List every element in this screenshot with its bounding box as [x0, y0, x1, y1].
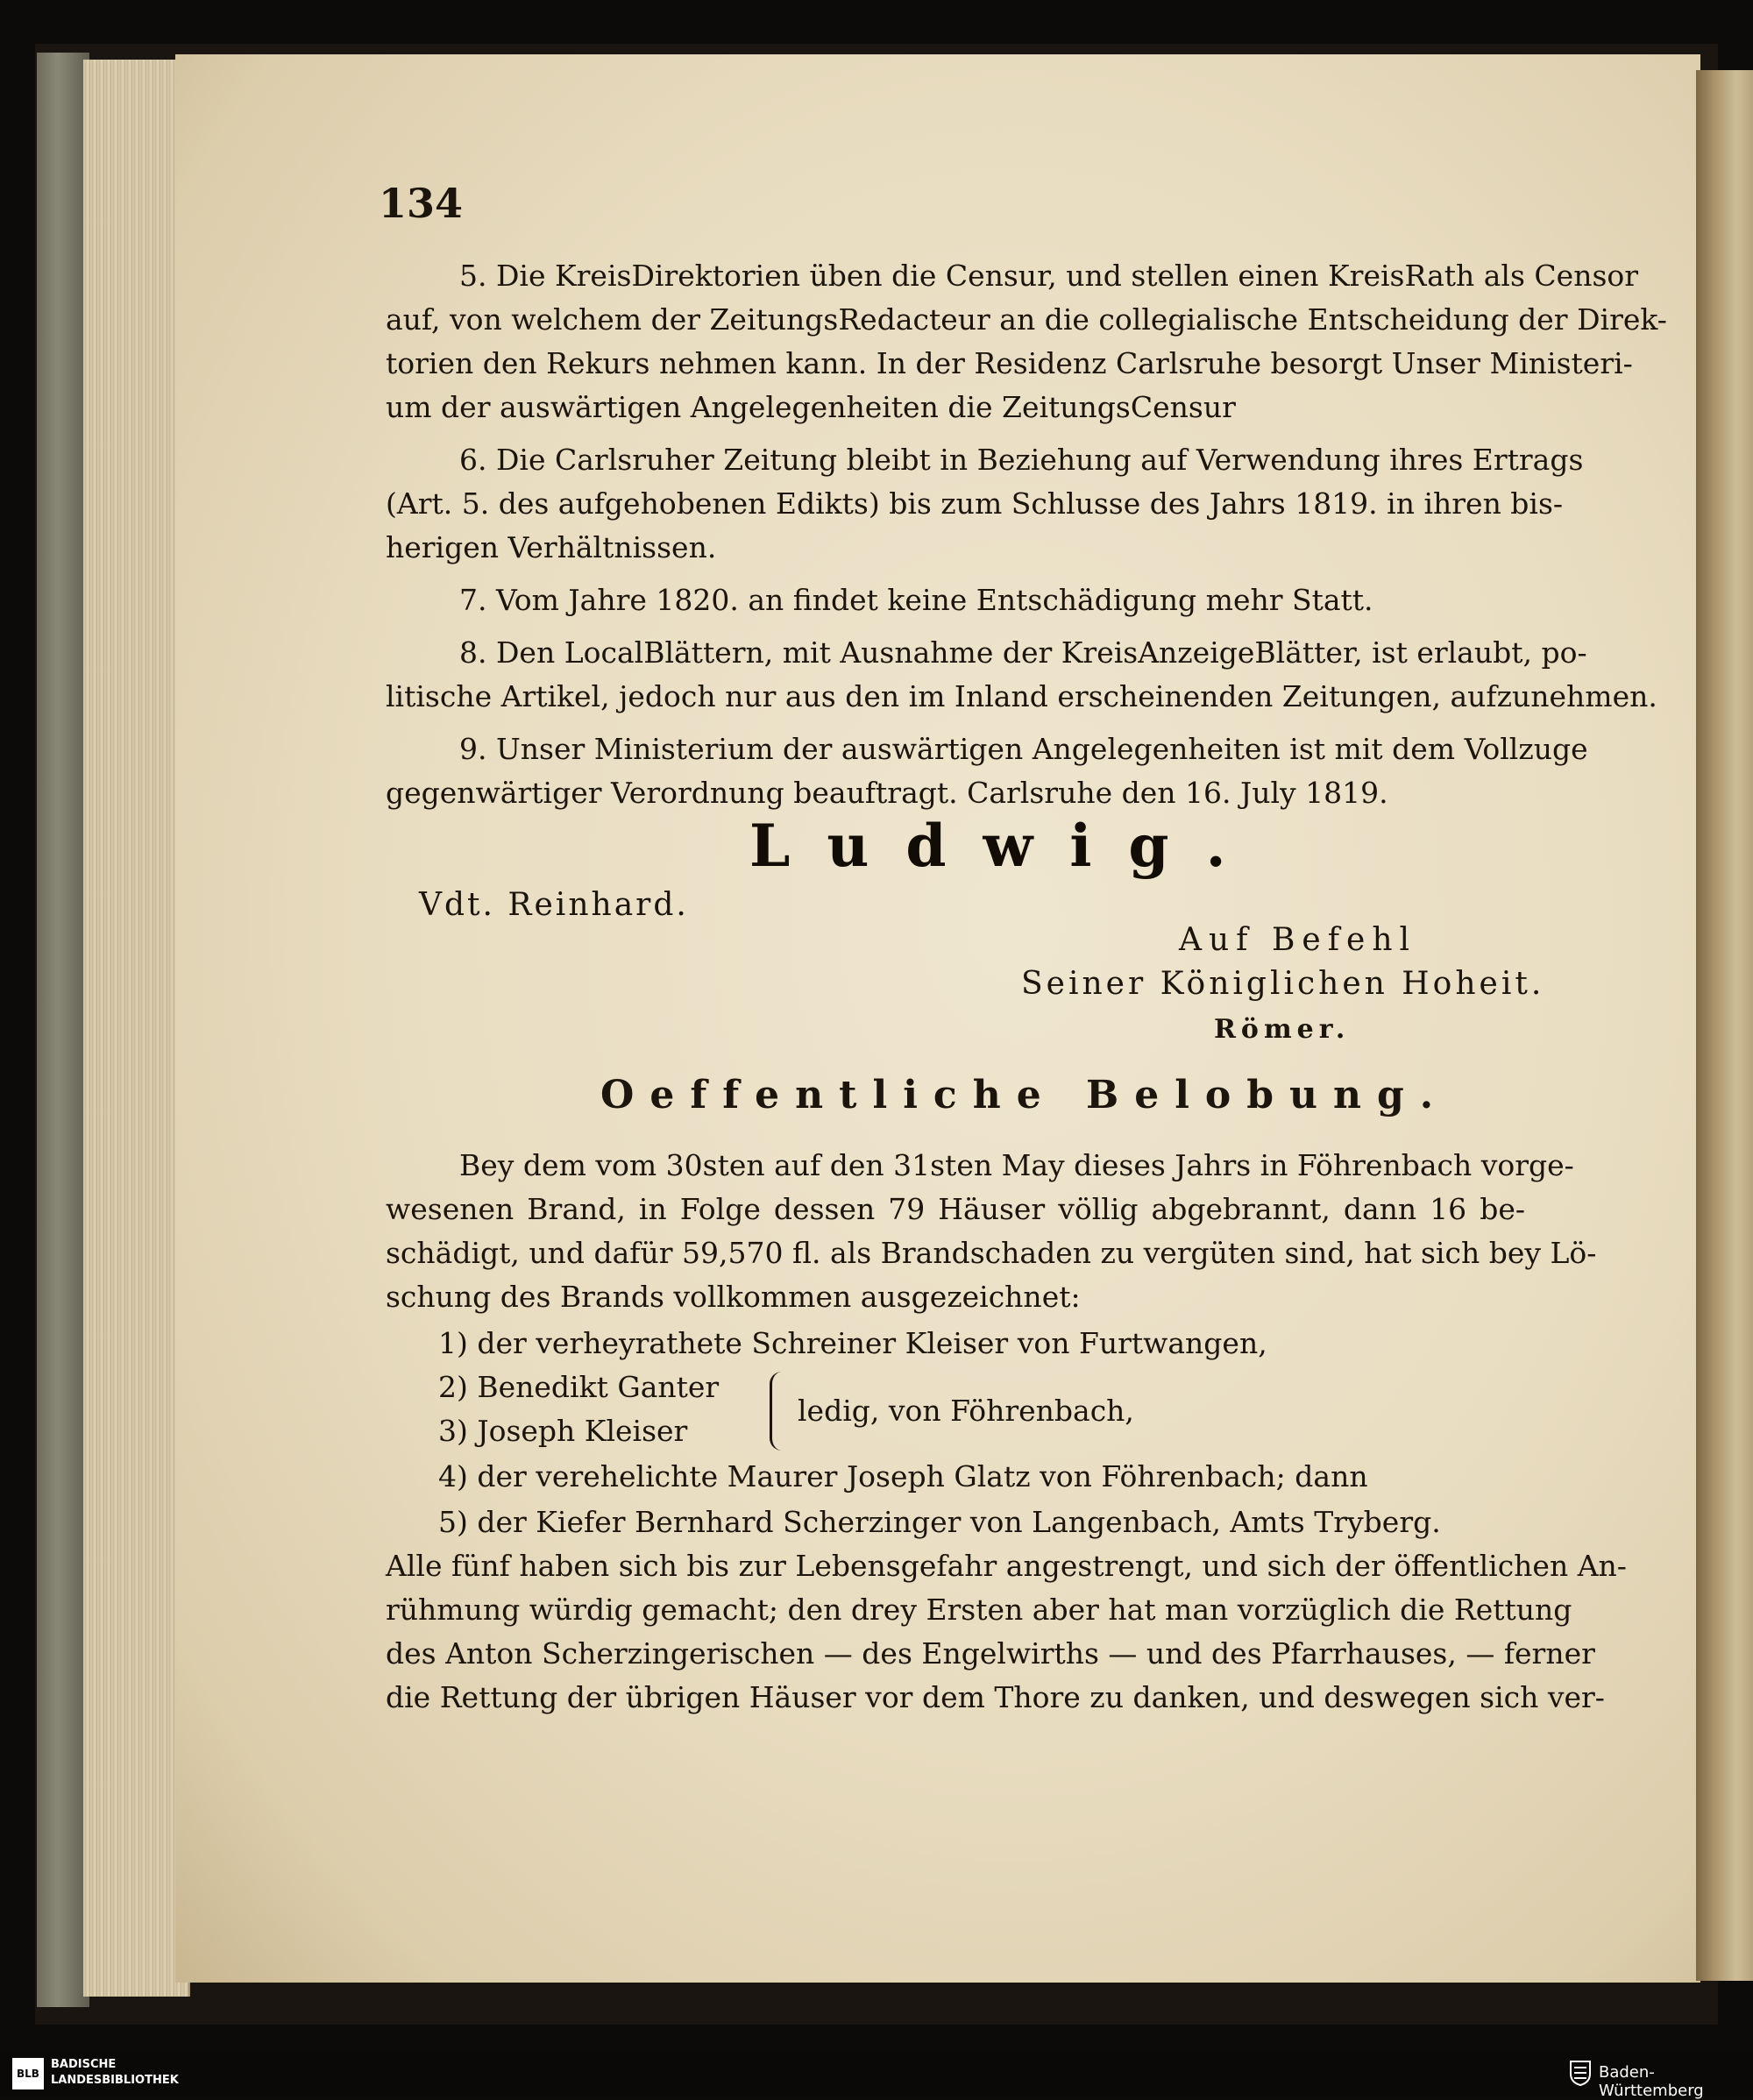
section-heading: Oeffentliche Belobung.: [600, 1073, 1450, 1117]
order-line-1: Auf Befehl: [1179, 922, 1417, 958]
brace-note: ledig, von Föhrenbach,: [798, 1394, 1134, 1428]
page-number: 134: [379, 180, 464, 227]
text-line: Alle fünf haben sich bis zur Lebensgefahr angestrengt, und sich der öffentlichen An-: [386, 1549, 1627, 1583]
list-item: 1) der verheyrathete Schreiner Kleiser von Furtwangen,: [438, 1326, 1267, 1360]
paragraph-5: [386, 254, 1667, 429]
text-line: 9. Unser Ministerium der auswärtigen Angelegenheiten ist mit dem Vollzuge: [459, 732, 1588, 766]
library-logo: BLB: [12, 2058, 44, 2089]
text-line: herigen Verhältnissen.: [386, 530, 717, 564]
text-line: 8. Den LocalBlättern, mit Ausnahme der KreisAnzeigeBlätter, ist erlaubt, po-: [459, 635, 1587, 670]
paragraph-6: [386, 438, 1584, 570]
countersignature: Vdt. Reinhard.: [419, 887, 689, 923]
text-line: (Art. 5. des aufgehobenen Edikts) bis zum Schlusse des Jahrs 1819. in ihren bis-: [386, 486, 1564, 521]
text-line: rühmung würdig gemacht; den drey Ersten aber hat man vorzüglich die Rettung: [386, 1593, 1572, 1627]
text-line: wesenen Brand, in Folge dessen 79 Häuser völlig abgebrannt, dann 16 be-: [386, 1192, 1525, 1226]
state-name: Baden-Württemberg: [1599, 2063, 1704, 2100]
text-line: auf, von welchem der ZeitungsRedacteur an die collegialische Entscheidung der Direk-: [386, 302, 1667, 337]
belobung-intro: [386, 1144, 1597, 1319]
text-line: torien den Rekurs nehmen kann. In der Residenz Carlsruhe besorgt Unser Ministeri-: [386, 346, 1633, 380]
text-line: schung des Brands vollkommen ausgezeichnet:: [386, 1280, 1081, 1314]
brace-icon: [770, 1372, 786, 1451]
footer-bar: [0, 2051, 1753, 2096]
coat-of-arms-icon: [1569, 2060, 1592, 2086]
closing-paragraph: [386, 1544, 1627, 1720]
text-line: 6. Die Carlsruher Zeitung bleibt in Beziehung auf Verwendung ihres Ertrags: [459, 443, 1584, 477]
order-line-2: Seiner Königlichen Hoheit.: [1021, 966, 1545, 1002]
text-line: 7. Vom Jahre 1820. an findet keine Entschädigung mehr Statt.: [459, 583, 1373, 617]
secretary-name: Römer.: [1214, 1014, 1351, 1045]
list-item: 5) der Kiefer Bernhard Scherzinger von Langenbach, Amts Tryberg.: [438, 1505, 1441, 1539]
text-line: Bey dem vom 30sten auf den 31sten May dieses Jahrs in Föhrenbach vorge-: [459, 1148, 1574, 1182]
library-name-line-1: BADISCHE: [51, 2058, 117, 2071]
list-item: 4) der verehelichte Maurer Joseph Glatz von Föhrenbach; dann: [438, 1459, 1368, 1493]
page-edges: [83, 60, 190, 1997]
text-line: um der auswärtigen Angelegenheiten die ZeitungsCensur: [386, 390, 1236, 424]
text-line: die Rettung der übrigen Häuser vor dem Thore zu danken, und deswegen sich ver-: [386, 1680, 1605, 1714]
text-line: gegenwärtiger Verordnung beauftragt. Carlsruhe den 16. July 1819.: [386, 776, 1388, 810]
text-line: des Anton Scherzingerischen — des Engelwirths — und des Pfarrhauses, — ferner: [386, 1636, 1595, 1671]
list-item: 2) Benedikt Ganter: [438, 1370, 720, 1404]
paragraph-9: [386, 727, 1588, 815]
library-name: [51, 2057, 179, 2089]
book-cover-board: [37, 53, 89, 2007]
text-line: 5. Die KreisDirektorien üben die Censur, und stellen einen KreisRath als Censor: [459, 259, 1639, 293]
text-line: litische Artikel, jedoch nur aus den im Inland erscheinenden Zeitungen, aufzunehmen.: [386, 679, 1657, 713]
book-gutter: [1696, 70, 1753, 1981]
text-line: schädigt, und dafür 59,570 fl. als Brandschaden zu vergüten sind, hat sich bey Lö-: [386, 1236, 1597, 1270]
paragraph-7: [386, 578, 1525, 622]
list-item: 3) Joseph Kleiser: [438, 1414, 688, 1448]
library-name-line-2: LANDESBIBLIOTHEK: [51, 2074, 179, 2087]
ruler-signature: Ludwig.: [749, 812, 1263, 880]
paragraph-8: [386, 631, 1657, 719]
